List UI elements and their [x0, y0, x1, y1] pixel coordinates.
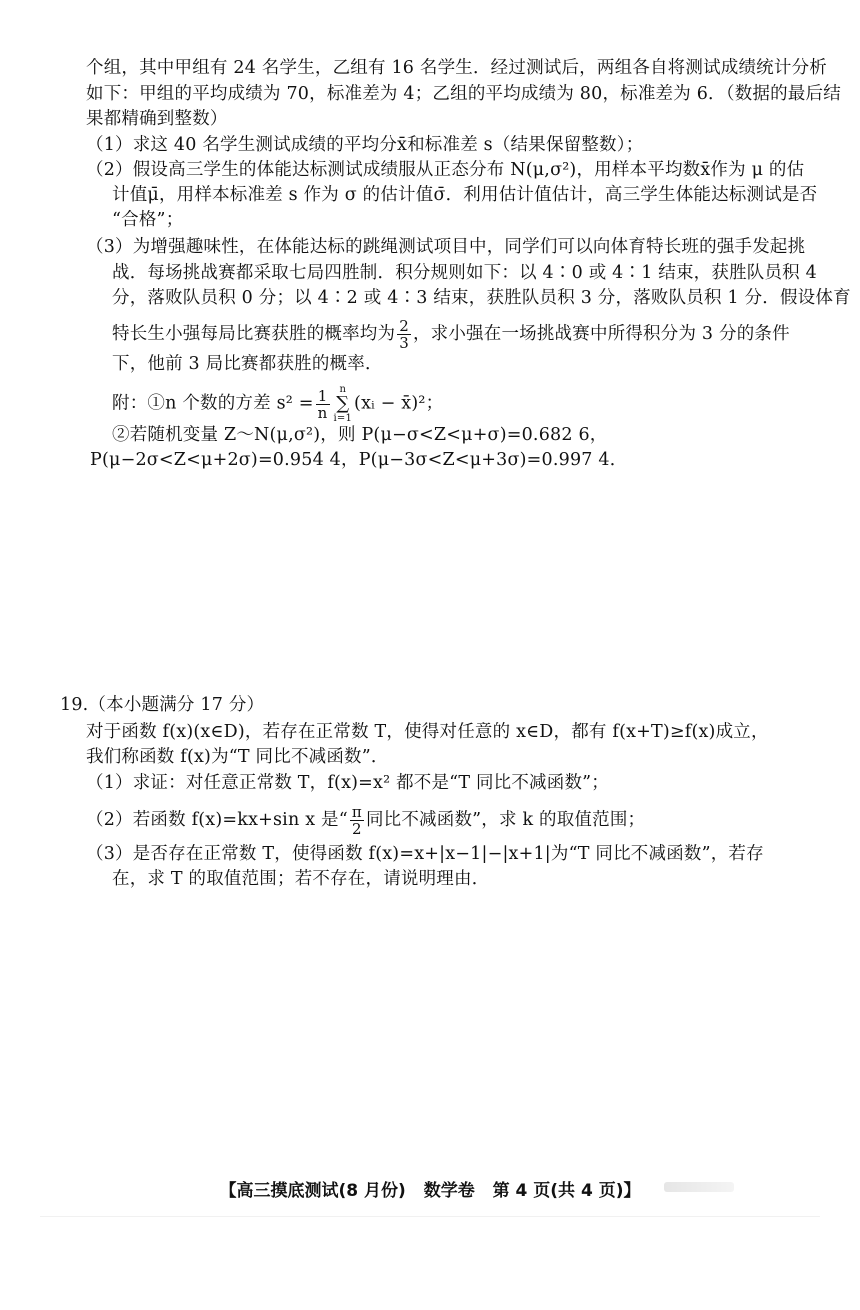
q18-part2-line-1: （2）假设高三学生的体能达标测试成绩服从正态分布 N(μ,σ²)，用样本平均数x̄作为 μ 的估: [86, 160, 805, 180]
q18-intro-line-2: 如下：甲组的平均成绩为 70，标准差为 4；乙组的平均成绩为 80，标准差为 6．（数据的最后结: [86, 84, 841, 104]
q18-part2-line-3: “合格”；: [112, 210, 184, 230]
q18-part3-line-4: [112, 318, 790, 351]
q19-intro-line-1: 对于函数 f(x)(x∈D)，若存在正常数 T，使得对任意的 x∈D，都有 f(x+T)≥f(x)成立，: [86, 722, 769, 742]
q18-note-variance: [112, 384, 443, 424]
bottom-divider: [40, 1216, 820, 1217]
q18-note-normal-2: P(μ−2σ<Z<μ+2σ)=0.954 4，P(μ−3σ<Z<μ+3σ)=0.997 4．: [90, 450, 628, 470]
summation-lower: i=1: [333, 413, 353, 424]
q19-intro-line-2: 我们称函数 f(x)为“T 同比不减函数”．: [86, 747, 389, 767]
q19-part1: （1）求证：对任意正常数 T，f(x)=x² 都不是“T 同比不减函数”；: [86, 773, 610, 793]
q18-part3-line-5: 下，他前 3 局比赛都获胜的概率．: [112, 354, 383, 374]
note-variance-text-a: 附：①n 个数的方差 s² =: [112, 393, 314, 414]
summation-symbol: [334, 384, 353, 424]
q18-part3-line-3: 分，落败队员积 0 分；以 4∶2 或 4∶3 结束，获胜队员积 3 分，落败队员积 1 分．假设体育: [112, 288, 851, 308]
fraction-denominator: 2: [352, 820, 362, 838]
footer-exam-name: 【高三摸底测试(8 月份): [219, 1181, 406, 1201]
faint-mark: [664, 1182, 734, 1192]
summation-upper: n: [339, 384, 347, 395]
note-variance-text-b: (xᵢ − x̄)²；: [354, 393, 444, 414]
q18-part3-line-1: （3）为增强趣味性，在体能达标的跳绳测试项目中，同学们可以向体育特长班的强手发起挑: [86, 237, 806, 257]
q19-part3-line-1: （3）是否存在正常数 T，使得函数 f(x)=x+|x−1|−|x+1|为“T 同比不减函数”，若存: [86, 844, 764, 864]
q19-part2: [86, 804, 645, 837]
footer-subject: 数学卷: [423, 1181, 475, 1201]
q19-part3-line-2: 在，求 T 的取值范围；若不存在，请说明理由．: [112, 869, 490, 889]
footer-page-number: 第 4 页(共 4 页)】: [492, 1181, 641, 1201]
fraction-denominator: 3: [399, 334, 409, 352]
pi-over-two-fraction: [350, 804, 364, 837]
two-thirds-fraction: [397, 318, 411, 351]
q19-header: 19.（本小题满分 17 分）: [60, 695, 265, 715]
q18-part1: （1）求这 40 名学生测试成绩的平均分x̄和标准差 s（结果保留整数）；: [86, 135, 644, 155]
q19-part2-text-a: （2）若函数 f(x)=kx+sin x 是“: [86, 810, 348, 830]
q18-part3-line-4-text-a: 特长生小强每局比赛获胜的概率均为: [112, 324, 396, 344]
fraction-denominator: n: [317, 403, 328, 422]
q18-intro-line-3: 果都精确到整数）: [86, 109, 228, 129]
q18-part3-line-4-text-b: ，求小强在一场挑战赛中所得积分为 3 分的条件: [412, 324, 790, 344]
q18-intro-line-1: 个组，其中甲组有 24 名学生，乙组有 16 名学生．经过测试后，两组各自将测试成绩统计分析: [86, 58, 827, 78]
q18-part2-line-2: 计值μ̄，用样本标准差 s 作为 σ 的估计值σ̄．利用估计值估计，高三学生体能达标测试是否: [112, 185, 818, 205]
fraction-numerator: π: [351, 803, 362, 821]
one-over-n-fraction: [316, 388, 330, 421]
q18-part3-line-2: 战．每场挑战赛都采取七局四胜制．积分规则如下：以 4∶0 或 4∶1 结束，获胜队员积 4: [112, 263, 817, 283]
fraction-numerator: 1: [316, 388, 330, 405]
fraction-numerator: 2: [399, 317, 409, 335]
q18-note-normal-1: ②若随机变量 Z～N(μ,σ²)，则 P(μ−σ<Z<μ+σ)=0.682 6，: [112, 425, 608, 445]
sigma-icon: ∑: [336, 393, 350, 414]
q19-part2-text-b: 同比不减函数”，求 k 的取值范围；: [365, 810, 646, 830]
